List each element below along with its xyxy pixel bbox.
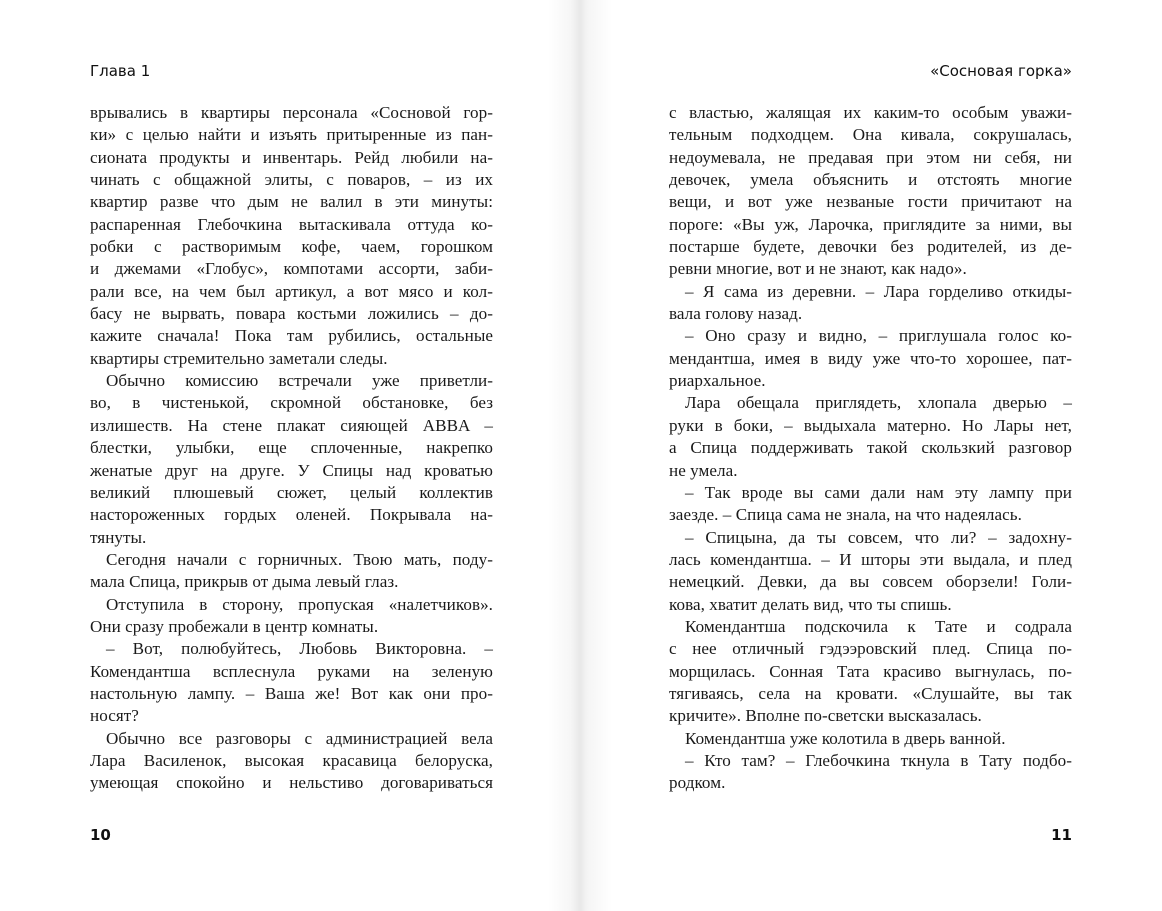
text-line: вещи, и вот уже незваные гости причитают на — [669, 192, 1072, 212]
text-line: Комендантша уже колотила в дверь ванной. — [685, 728, 1006, 748]
text-line: квартиры стремительно заметали следы. — [90, 348, 388, 368]
text-line: – Спицына, да ты совсем, что ли? – задохну- — [685, 527, 1072, 547]
text-line: женатые друг на друге. У Спицы над кроватью — [90, 460, 493, 480]
text-line: – Вот, полюбуйтесь, Любовь Викторовна. – — [106, 639, 493, 659]
text-line: Они сразу пробежали в центр комнаты. — [90, 616, 379, 636]
page-number-right: 11 — [1051, 826, 1072, 844]
text-line: руки в боки, – выдыхала матерно. Но Лары нет, — [669, 415, 1072, 435]
text-line: с властью, жалящая их каким-то особым уважи- — [669, 103, 1072, 122]
text-line: кова, хватит делать вид, что ты спишь. — [669, 594, 952, 614]
text-line: распаренная Глебочкина вытаскивала оттуда ко- — [90, 214, 493, 234]
text-line: тельным подходцем. Она кивала, сокрушалась, — [669, 125, 1072, 145]
text-line: рали все, на чем был артикул, а вот мясо и кол- — [90, 281, 493, 301]
text-line: Обычно все разговоры с администрацией вела — [106, 728, 493, 748]
text-line: вала голову назад. — [669, 304, 803, 324]
text-line: блестки, улыбки, еще сплоченные, накрепко — [90, 438, 493, 458]
text-line: чинать с общажной элиты, с поваров, – из их — [90, 170, 493, 190]
text-line: – Так вроде вы сами дали нам эту лампу при — [685, 482, 1072, 502]
text-line: лась комендантша. – И шторы эти выдала, и плед — [669, 549, 1072, 569]
text-line: настороженных гордых оленей. Покрывала на- — [90, 505, 493, 525]
text-line: великий плюшевый сюжет, целый коллектив — [90, 482, 493, 502]
text-line: квартир разве что дым не валил в эти минуты: — [90, 192, 493, 212]
text-line: басу не вырвать, повара костьми ложились – до- — [90, 304, 493, 324]
text-line: морщилась. Сонная Тата красиво выгнулась, по- — [669, 661, 1072, 681]
text-line: во, в чистенькой, скромной обстановке, без — [90, 393, 493, 413]
text-line: врывались в квартиры персонала «Сосновой гор- — [90, 103, 493, 122]
text-line: немецкий. Девки, да вы совсем оборзели! Голи- — [669, 572, 1072, 592]
running-head-left: Глава 1 — [90, 62, 151, 80]
text-line: Отступила в сторону, пропуская «налетчиков». — [106, 594, 493, 614]
text-line: с нее отличный гэдээровский плед. Спица по- — [669, 639, 1072, 659]
text-line: ревни многие, вот и не знают, как надо». — [669, 259, 967, 279]
text-line: излишеств. На стене плакат сияющей ABBA – — [90, 415, 493, 435]
text-line: мала Спица, прикрыв от дыма левый глаз. — [90, 572, 399, 592]
text-line: Комендантша подскочила к Тате и содрала — [685, 616, 1072, 636]
text-line: робки с растворимым кофе, чаем, горошком — [90, 237, 493, 257]
text-line: Обычно комиссию встречали уже приветли- — [106, 371, 493, 391]
text-line: – Кто там? – Глебочкина ткнула в Тату подбо- — [685, 750, 1072, 770]
text-line: постарше будете, девочки без родителей, из де- — [669, 237, 1072, 257]
page-number-left: 10 — [90, 826, 111, 844]
text-line: недоумевала, не предавая при этом ни себя, ни — [669, 147, 1072, 167]
text-line: носят? — [90, 706, 139, 726]
text-line: Лара Василенок, высокая красавица белоруска, — [90, 750, 493, 770]
text-line: Комендантша всплеснула руками на зеленую — [90, 661, 493, 681]
text-line: Лара обещала приглядеть, хлопала дверью – — [685, 393, 1072, 413]
text-line: кажите сначала! Пока там рубились, остальные — [90, 326, 493, 346]
running-head-right: «Сосновая горка» — [930, 62, 1072, 80]
text-line: заезде. – Спица сама не знала, на что надеялась. — [669, 505, 1022, 525]
text-line: тянуты. — [90, 527, 147, 547]
text-line: риархальное. — [669, 371, 766, 391]
text-line: ки» с целью найти и изъять притыренные из пан- — [90, 125, 493, 145]
text-line: девочек, умела объяснить и отстоять многие — [669, 170, 1072, 190]
text-line: мендантша, имея в виду уже что-то хорошее, пат- — [669, 348, 1072, 368]
left-page-text — [90, 102, 493, 795]
text-line: пороге: «Вы уж, Ларочка, приглядите за ними, вы — [669, 214, 1072, 234]
text-line: тягиваясь, села на кровати. «Слушайте, вы так — [669, 683, 1072, 703]
right-page — [581, 0, 1162, 911]
text-line: и джемами «Глобус», компотами ассорти, заби- — [90, 259, 493, 279]
text-line: – Оно сразу и видно, – приглушала голос ко- — [685, 326, 1072, 346]
text-line: не умела. — [669, 460, 738, 480]
text-line: сионата продукты и инвентарь. Рейд любили на- — [90, 147, 493, 167]
right-page-text — [669, 102, 1072, 795]
text-line: настольную лампу. – Ваша же! Вот как они про- — [90, 683, 493, 703]
text-line: кричите». Вполне по-светски высказалась. — [669, 706, 982, 726]
text-line: а Спица поддерживать такой скользкий разговор — [669, 438, 1072, 458]
text-line: – Я сама из деревни. – Лара горделиво откиды- — [685, 281, 1072, 301]
text-line: умеющая спокойно и нельстиво договариваться — [90, 773, 493, 793]
text-line: Сегодня начали с горничных. Твою мать, поду- — [106, 549, 493, 569]
text-line: родком. — [669, 773, 726, 793]
